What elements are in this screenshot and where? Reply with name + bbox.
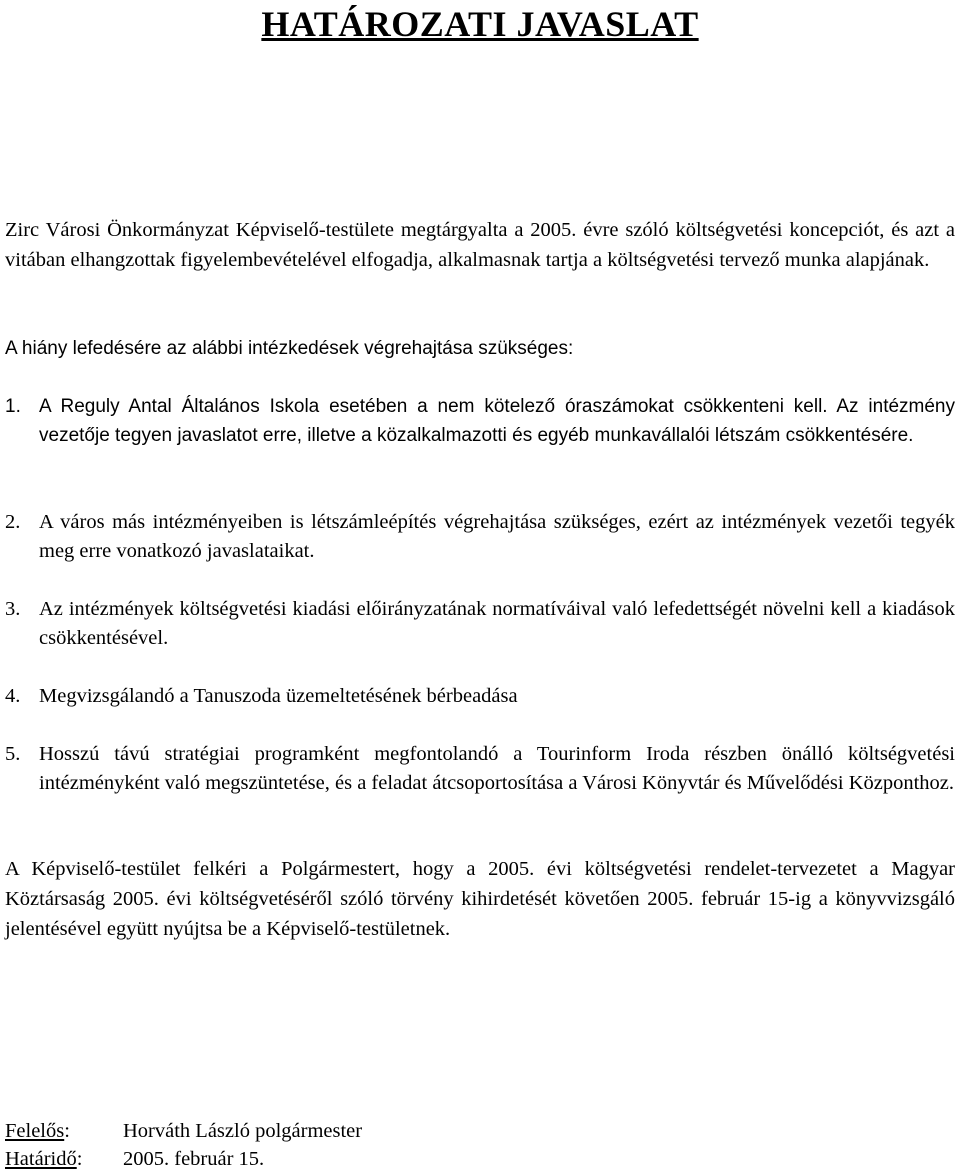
list-item-text: Megvizsgálandó a Tanuszoda üzemeltetésének bérbeadása (39, 685, 518, 707)
list-item-number: 4. (5, 685, 21, 707)
list-item-text: A város más intézményeiben is létszámleépítés végrehajtása szükséges, ezért az intézmények vezetői tegyék meg erre vonatkozó javaslataikat. (39, 511, 955, 562)
responsible-line: Felelős: Horváth László polgármester (5, 1120, 363, 1142)
intro-paragraph: Zirc Városi Önkormányzat Képviselő-testülete megtárgyalta a 2005. évre szóló költségvetési koncepciót, és azt a vitában elhangzottak figyelembevételével elfogadja, alkalmasnak tartja a költségvetési tervező munka alapjának. (5, 219, 955, 271)
list-item-number: 3. (5, 598, 21, 620)
list-item (5, 682, 955, 711)
list-item (5, 508, 955, 566)
list-item-text: A Reguly Antal Általános Iskola esetében a nem kötelező óraszámokat csökkenteni kell. Az intézmény vezetője tegyen javaslatot erre, illetve a közalkalmazotti és egyéb munkavállalói létszám csökkentésére. (39, 396, 955, 446)
deadline-line: Határidő: 2005. február 15. (5, 1148, 265, 1170)
responsible-value: Horváth László polgármester (123, 1120, 363, 1142)
closing-paragraph: A Képviselő-testület felkéri a Polgármestert, hogy a 2005. évi költségvetési rendelet-tervezetet a Magyar Köztársaság 2005. évi költségvetéséről szóló törvény kihirdetését követően 2005. február 15-ig a könyvvizsgáló jelentésével együtt nyújtsa be a Képviselő-testületnek. (5, 858, 955, 940)
list-item (5, 392, 955, 450)
lead-paragraph: A hiány lefedésére az alábbi intézkedések végrehajtása szükséges: (5, 338, 574, 359)
document-title: HATÁROZATI JAVASLAT (261, 4, 699, 44)
list-item-number: 2. (5, 511, 21, 533)
list-item (5, 740, 955, 798)
list-item-number: 1. (5, 396, 21, 417)
list-item-text: Hosszú távú stratégiai programként megfontolandó a Tourinform Iroda részben önálló költségvetési intézményként való megszüntetése, és a feladat átcsoportosítása a Városi Könyvtár és Művelődési Központhoz. (39, 743, 955, 794)
responsible-label: Felelős (5, 1120, 65, 1142)
deadline-label: Határidő (5, 1148, 77, 1170)
list-item-text: Az intézmények költségvetési kiadási előirányzatának normatíváival való lefedettségét növelni kell a kiadások csökkentésével. (39, 598, 955, 649)
list-item-number: 5. (5, 743, 21, 765)
list-item (5, 595, 955, 653)
deadline-value: 2005. február 15. (123, 1148, 265, 1170)
